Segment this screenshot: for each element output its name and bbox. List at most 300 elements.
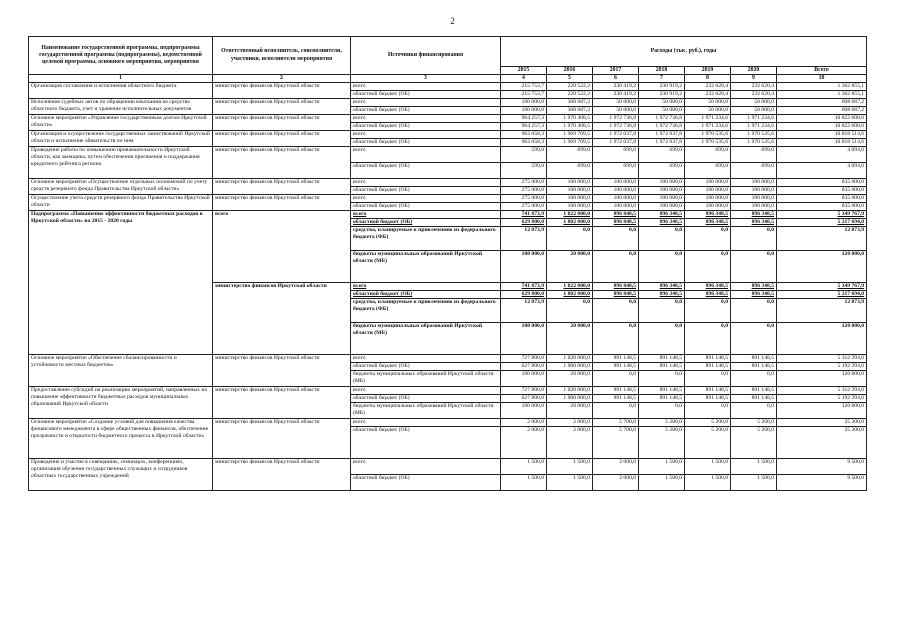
value-cell: 10 818 514,6 — [777, 139, 867, 147]
header-source: Источники финансирования — [351, 37, 501, 75]
value-cell: 627 800,0 — [501, 363, 547, 371]
source-cell: областной бюджет (ОБ) — [351, 203, 501, 211]
value-cell: 1 362 855,1 — [777, 91, 867, 99]
value-cell: 835 000,0 — [777, 203, 867, 211]
value-cell: 891 148,5 — [685, 387, 731, 395]
value-cell: 50 000,0 — [639, 99, 685, 107]
table-row — [29, 355, 867, 363]
value-cell: 5 312 394,0 — [777, 387, 867, 395]
value-cell: 308 687,2 — [547, 99, 593, 107]
value-cell: 1 970 408,5 — [547, 123, 593, 131]
value-cell: 1 022 000,0 — [547, 283, 593, 291]
value-cell: 896 848,5 — [593, 291, 639, 299]
value-cell: 0,0 — [639, 299, 685, 323]
value-cell: 20 000,0 — [547, 403, 593, 419]
value-cell: 232 620,4 — [731, 91, 777, 99]
value-cell: 100 000,0 — [593, 195, 639, 203]
value-cell: 220 522,2 — [547, 83, 593, 91]
source-cell: областной бюджет (ОБ) — [351, 427, 501, 459]
value-cell: 608 687,2 — [777, 99, 867, 107]
value-cell: 1 020 000,0 — [547, 387, 593, 395]
value-cell: 100 000,0 — [593, 203, 639, 211]
source-cell: средства, планируемые к привлечению из федерального бюджета (ФБ) — [351, 227, 501, 251]
value-cell: 699,0 — [731, 163, 777, 179]
program-name-cell: Основное мероприятие «Создание условий для повышения качества финансового менеджмента в сфере общественных финансов, обеспечение прозрачности и открытости бюджетного процесса в Иркутской области» — [29, 419, 213, 459]
value-cell: 25 300,0 — [777, 419, 867, 427]
value-cell: 5 217 694,0 — [777, 291, 867, 299]
value-cell: 275 000,0 — [501, 179, 547, 187]
value-cell: 120 000,0 — [777, 251, 867, 283]
value-cell: 1 972 037,8 — [593, 139, 639, 147]
value-cell: 20 000,0 — [547, 371, 593, 387]
value-cell: 5 200,0 — [731, 427, 777, 459]
value-cell: 1 970 535,6 — [731, 131, 777, 139]
header-year: Всего — [777, 67, 867, 75]
header-year: 2015 — [501, 67, 547, 75]
source-cell: областной бюджет (ОБ) — [351, 187, 501, 195]
value-cell: 891 148,5 — [685, 363, 731, 371]
value-cell: 2 000,0 — [501, 419, 547, 427]
executor-cell: министерство финансов Иркутской области — [213, 83, 351, 99]
value-cell: 5 312 394,0 — [777, 355, 867, 363]
value-cell: 232 620,4 — [685, 83, 731, 91]
table-row — [29, 83, 867, 91]
value-cell: 1 500,0 — [547, 475, 593, 491]
value-cell: 5 200,0 — [685, 419, 731, 427]
header-name: Наименование государственной программы, подпрограммы государственной программы (подпрограммы), ведомственной целевой программы, основного мероприятия, мероприятия — [29, 37, 213, 75]
header-year: 2019 — [685, 67, 731, 75]
value-cell: 1 500,0 — [547, 459, 593, 475]
value-cell: 835 000,0 — [777, 195, 867, 203]
value-cell: 699,0 — [639, 163, 685, 179]
value-cell: 5 349 767,9 — [777, 211, 867, 219]
value-cell: 1 971 234,6 — [731, 115, 777, 123]
value-cell: 5 200,0 — [731, 419, 777, 427]
value-cell: 1 972 736,8 — [639, 123, 685, 131]
value-cell: 100 000,0 — [593, 187, 639, 195]
value-cell: 896 848,5 — [593, 211, 639, 219]
value-cell: 50 000,0 — [593, 107, 639, 115]
source-cell: средства, планируемые к привлечению из федерального бюджета (ФБ) — [351, 299, 501, 323]
value-cell: 891 148,5 — [685, 355, 731, 363]
value-cell: 0,0 — [731, 299, 777, 323]
value-cell: 891 148,5 — [593, 387, 639, 395]
value-cell: 215 753,7 — [501, 83, 547, 91]
value-cell: 891 148,5 — [593, 355, 639, 363]
executor-cell: министерство финансов Иркутской области — [213, 99, 351, 115]
value-cell: 1 972 037,8 — [639, 131, 685, 139]
value-cell: 896 348,5 — [639, 291, 685, 299]
value-cell: 699,0 — [639, 147, 685, 163]
value-cell: 896 348,5 — [685, 219, 731, 227]
table-row — [29, 459, 867, 475]
value-cell: 1 970 408,5 — [547, 115, 593, 123]
value-cell: 0,0 — [731, 403, 777, 419]
value-cell: 0,0 — [685, 299, 731, 323]
executor-cell: всего — [213, 211, 351, 283]
value-cell: 5 200,0 — [685, 427, 731, 459]
value-cell: 699,0 — [593, 163, 639, 179]
source-cell: областной бюджет (ОБ) — [351, 107, 501, 115]
value-cell: 100 000,0 — [731, 187, 777, 195]
value-cell: 100 000,0 — [639, 179, 685, 187]
value-cell: 896 348,5 — [731, 283, 777, 291]
table-row — [29, 419, 867, 427]
program-name-cell: Проведение и участие в совещаниях, семинарах, конференциях, организация обучения государственных служащих и сотрудников областных государственных учреждений — [29, 459, 213, 491]
value-cell: 50 000,0 — [731, 99, 777, 107]
value-cell: 891 148,5 — [731, 355, 777, 363]
value-cell: 230 919,2 — [639, 83, 685, 91]
value-cell: 9 500,0 — [777, 459, 867, 475]
value-cell: 5 700,0 — [593, 427, 639, 459]
value-cell: 100 000,0 — [501, 251, 547, 283]
value-cell: 275 000,0 — [501, 195, 547, 203]
value-cell: 50 000,0 — [685, 99, 731, 107]
value-cell: 891 148,5 — [593, 395, 639, 403]
value-cell: 1 971 234,6 — [685, 115, 731, 123]
value-cell: 599,0 — [501, 163, 547, 179]
value-cell: 12 073,9 — [777, 227, 867, 251]
value-cell: 230 419,2 — [593, 83, 639, 91]
value-cell: 0,0 — [547, 227, 593, 251]
value-cell: 0,0 — [731, 323, 777, 355]
executor-cell: министерство финансов Иркутской области — [213, 355, 351, 387]
program-name-cell: Предоставление субсидий на реализацию мероприятий, направленных на повышение эффективности бюджетных расходов муниципальных образований Иркутской области — [29, 387, 213, 419]
value-cell: 50 000,0 — [685, 107, 731, 115]
value-cell: 1 022 000,0 — [547, 211, 593, 219]
executor-cell: министерство финансов Иркутской области — [213, 459, 351, 491]
value-cell: 10 818 514,6 — [777, 131, 867, 139]
value-cell: 100 000,0 — [501, 371, 547, 387]
value-cell: 896 348,5 — [639, 211, 685, 219]
value-cell: 20 000,0 — [547, 323, 593, 355]
value-cell: 699,0 — [731, 147, 777, 163]
program-name-cell: Основное мероприятие «Осуществление отдельных полномочий по учету средств резервного фонда Правительства Иркутской области» — [29, 179, 213, 195]
value-cell: 699,0 — [593, 147, 639, 163]
value-cell: 0,0 — [639, 251, 685, 283]
source-cell: всего — [351, 99, 501, 107]
value-cell: 727 800,0 — [501, 355, 547, 363]
value-cell: 0,0 — [593, 251, 639, 283]
value-cell: 964 257,3 — [501, 123, 547, 131]
value-cell: 1 972 736,8 — [593, 115, 639, 123]
value-cell: 627 800,0 — [501, 395, 547, 403]
header-column-number: 8 — [685, 75, 731, 83]
header-executor: Ответственный исполнитель, соисполнители, участники, исполнители мероприятия — [213, 37, 351, 75]
source-cell: всего — [351, 83, 501, 91]
value-cell: 12 073,9 — [501, 299, 547, 323]
header-year: 2018 — [639, 67, 685, 75]
value-cell: 10 822 608,6 — [777, 123, 867, 131]
value-cell: 100 000,0 — [685, 203, 731, 211]
header-year: 2016 — [547, 67, 593, 75]
value-cell: 891 148,5 — [731, 363, 777, 371]
value-cell: 5 192 394,0 — [777, 363, 867, 371]
value-cell: 0,0 — [731, 227, 777, 251]
value-cell: 0,0 — [731, 251, 777, 283]
source-cell: всего — [351, 211, 501, 219]
source-cell: всего — [351, 459, 501, 475]
value-cell: 599,0 — [501, 147, 547, 163]
executor-cell: министерство финансов Иркутской области — [213, 147, 351, 179]
value-cell: 5 349 767,9 — [777, 283, 867, 291]
value-cell: 215 753,7 — [501, 91, 547, 99]
value-cell: 891 148,5 — [639, 387, 685, 395]
page-number: 2 — [450, 16, 455, 26]
value-cell: 1 500,0 — [731, 475, 777, 491]
source-cell: областной бюджет (ОБ) — [351, 139, 501, 147]
source-cell: областной бюджет (ОБ) — [351, 123, 501, 131]
value-cell: 12 073,9 — [501, 227, 547, 251]
value-cell: 1 362 855,1 — [777, 83, 867, 91]
program-name-cell: Организация составления и исполнения областного бюджета — [29, 83, 213, 99]
value-cell: 100 000,0 — [501, 99, 547, 107]
value-cell: 1 500,0 — [501, 459, 547, 475]
header-year: 2017 — [593, 67, 639, 75]
value-cell: 1 500,0 — [639, 459, 685, 475]
value-cell: 50 000,0 — [593, 99, 639, 107]
program-name-cell: Организация и осуществление государственных заимствований Иркутской области и исполнение обязательств по ним — [29, 131, 213, 147]
value-cell: 100 000,0 — [639, 187, 685, 195]
header-year: 2020 — [731, 67, 777, 75]
value-cell: 1 500,0 — [501, 475, 547, 491]
table-header — [29, 37, 867, 83]
value-cell: 100 000,0 — [731, 203, 777, 211]
source-cell: областной бюджет (ОБ) — [351, 363, 501, 371]
value-cell: 1 970 535,6 — [731, 139, 777, 147]
value-cell: 741 873,9 — [501, 211, 547, 219]
value-cell: 1 000 000,0 — [547, 363, 593, 371]
header-column-number: 10 — [777, 75, 867, 83]
value-cell: 100 000,0 — [501, 107, 547, 115]
value-cell: 160 000,0 — [547, 195, 593, 203]
value-cell: 1 002 000,0 — [547, 219, 593, 227]
value-cell: 1 002 000,0 — [547, 291, 593, 299]
source-cell: всего — [351, 283, 501, 291]
value-cell: 835 000,0 — [777, 179, 867, 187]
value-cell: 896 348,5 — [639, 283, 685, 291]
value-cell: 2 000,0 — [593, 475, 639, 491]
source-cell: областной бюджет (ОБ) — [351, 91, 501, 99]
source-cell: бюджеты муниципальных образований Иркутской области (МБ) — [351, 251, 501, 283]
value-cell: 10 822 608,6 — [777, 115, 867, 123]
value-cell: 160 000,0 — [547, 179, 593, 187]
value-cell: 0,0 — [593, 227, 639, 251]
source-cell: всего — [351, 195, 501, 203]
value-cell: 1 971 234,6 — [685, 123, 731, 131]
value-cell: 100 000,0 — [685, 179, 731, 187]
source-cell: всего — [351, 179, 501, 187]
value-cell: 230 419,2 — [593, 91, 639, 99]
source-cell: областной бюджет (ОБ) — [351, 395, 501, 403]
value-cell: 896 348,5 — [731, 219, 777, 227]
value-cell: 0,0 — [593, 299, 639, 323]
value-cell: 1 500,0 — [685, 475, 731, 491]
value-cell: 5 217 694,0 — [777, 219, 867, 227]
value-cell: 0,0 — [731, 371, 777, 387]
value-cell: 896 348,5 — [731, 211, 777, 219]
value-cell: 964 257,3 — [501, 115, 547, 123]
value-cell: 120 000,0 — [777, 371, 867, 387]
value-cell: 0,0 — [685, 323, 731, 355]
value-cell: 963 658,3 — [501, 139, 547, 147]
header-column-number: 5 — [547, 75, 593, 83]
program-name-cell: Исполнение судебных актов по обращению взыскания на средства областного бюджета, учет и хранение исполнительных документов — [29, 99, 213, 115]
value-cell: 4 094,0 — [777, 163, 867, 179]
header-column-number: 4 — [501, 75, 547, 83]
source-cell: всего — [351, 147, 501, 163]
header-expenses: Расходы (тыс. руб.), годы — [501, 37, 867, 67]
header-column-number: 1 — [29, 75, 213, 83]
value-cell: 100 000,0 — [501, 403, 547, 419]
program-name-cell: Основное мероприятие «Обеспечение сбалансированности и устойчивости местных бюджетов» — [29, 355, 213, 387]
value-cell: 0,0 — [593, 371, 639, 387]
source-cell: бюджеты муниципальных образований Иркутской области (МБ) — [351, 371, 501, 387]
value-cell: 120 000,0 — [777, 323, 867, 355]
value-cell: 891 148,5 — [639, 355, 685, 363]
value-cell: 0,0 — [685, 403, 731, 419]
value-cell: 629 800,0 — [501, 291, 547, 299]
value-cell: 5 200,0 — [639, 419, 685, 427]
value-cell: 891 148,5 — [593, 363, 639, 371]
value-cell: 0,0 — [639, 371, 685, 387]
value-cell: 1 020 000,0 — [547, 355, 593, 363]
value-cell: 699,0 — [547, 163, 593, 179]
value-cell: 0,0 — [639, 403, 685, 419]
value-cell: 1 970 535,6 — [685, 131, 731, 139]
value-cell: 0,0 — [639, 323, 685, 355]
value-cell: 25 300,0 — [777, 427, 867, 459]
value-cell: 896 348,5 — [685, 211, 731, 219]
value-cell: 100 000,0 — [501, 323, 547, 355]
header-column-number: 6 — [593, 75, 639, 83]
value-cell: 699,0 — [547, 147, 593, 163]
executor-cell: министерство финансов Иркутской области — [213, 283, 351, 355]
header-column-number: 3 — [351, 75, 501, 83]
value-cell: 0,0 — [685, 371, 731, 387]
value-cell: 608 687,2 — [777, 107, 867, 115]
value-cell: 1 500,0 — [731, 459, 777, 475]
value-cell: 896 348,5 — [639, 219, 685, 227]
value-cell: 100 000,0 — [639, 195, 685, 203]
value-cell: 1 000 000,0 — [547, 395, 593, 403]
budget-table — [28, 36, 867, 491]
value-cell: 0,0 — [685, 251, 731, 283]
value-cell: 896 348,5 — [731, 291, 777, 299]
value-cell: 891 148,5 — [685, 395, 731, 403]
value-cell: 891 148,5 — [639, 363, 685, 371]
value-cell: 699,0 — [685, 147, 731, 163]
source-cell: областной бюджет (ОБ) — [351, 163, 501, 179]
program-name-cell: Проведение работы по повышению привлекательности Иркутской области, как заемщика, путем обеспечения присвоения и поддержания кредитного рейтинга региона — [29, 147, 213, 179]
value-cell: 0,0 — [593, 323, 639, 355]
value-cell: 2 000,0 — [547, 427, 593, 459]
value-cell: 9 500,0 — [777, 475, 867, 491]
header-column-number: 7 — [639, 75, 685, 83]
value-cell: 5 200,0 — [639, 427, 685, 459]
table-row — [29, 179, 867, 187]
value-cell: 5 192 394,0 — [777, 395, 867, 403]
value-cell: 1 971 234,6 — [731, 123, 777, 131]
value-cell: 120 000,0 — [777, 403, 867, 419]
table-row — [29, 99, 867, 107]
executor-cell: министерство финансов Иркутской области — [213, 195, 351, 211]
value-cell: 100 000,0 — [731, 195, 777, 203]
value-cell: 100 000,0 — [731, 179, 777, 187]
value-cell: 835 000,0 — [777, 187, 867, 195]
value-cell: 1 500,0 — [639, 475, 685, 491]
executor-cell: министерство финансов Иркутской области — [213, 115, 351, 131]
value-cell: 891 148,5 — [731, 395, 777, 403]
executor-cell: министерство финансов Иркутской области — [213, 179, 351, 195]
value-cell: 230 919,2 — [639, 91, 685, 99]
value-cell: 0,0 — [685, 227, 731, 251]
value-cell: 100 000,0 — [593, 179, 639, 187]
value-cell: 891 148,5 — [731, 387, 777, 395]
value-cell: 896 848,5 — [593, 283, 639, 291]
source-cell: всего — [351, 131, 501, 139]
value-cell: 275 000,0 — [501, 203, 547, 211]
executor-cell: министерство финансов Иркутской области — [213, 387, 351, 419]
program-name-cell: Осуществление учета средств резервного фонда Правительства Иркутской области — [29, 195, 213, 211]
source-cell: всего — [351, 115, 501, 123]
value-cell: 100 000,0 — [685, 195, 731, 203]
value-cell: 1 972 736,8 — [639, 115, 685, 123]
value-cell: 50 000,0 — [731, 107, 777, 115]
value-cell: 1 970 535,6 — [685, 139, 731, 147]
value-cell: 275 000,0 — [501, 187, 547, 195]
value-cell: 100 000,0 — [639, 203, 685, 211]
source-cell: бюджеты муниципальных образований Иркутской области (МБ) — [351, 323, 501, 355]
value-cell: 232 620,4 — [731, 83, 777, 91]
value-cell: 1 969 709,5 — [547, 131, 593, 139]
value-cell: 220 522,2 — [547, 91, 593, 99]
value-cell: 896 348,5 — [685, 283, 731, 291]
value-cell: 2 000,0 — [547, 419, 593, 427]
value-cell: 12 073,9 — [777, 299, 867, 323]
value-cell: 20 000,0 — [547, 251, 593, 283]
value-cell: 5 700,0 — [593, 419, 639, 427]
value-cell: 896 348,5 — [685, 291, 731, 299]
value-cell: 160 000,0 — [547, 187, 593, 195]
table-body — [29, 83, 867, 491]
value-cell: 160 000,0 — [547, 203, 593, 211]
value-cell: 2 000,0 — [501, 427, 547, 459]
value-cell: 629 800,0 — [501, 219, 547, 227]
table-row — [29, 387, 867, 395]
program-name-cell: Подпрограмма «Повышение эффективности бюджетных расходов в Иркутской области» на 2015 - 2020 годы — [29, 211, 213, 355]
value-cell: 100 000,0 — [685, 187, 731, 195]
executor-cell: министерство финансов Иркутской области — [213, 131, 351, 147]
value-cell: 741 873,9 — [501, 283, 547, 291]
value-cell: 727 800,0 — [501, 387, 547, 395]
value-cell: 0,0 — [593, 403, 639, 419]
source-cell: областной бюджет (ОБ) — [351, 291, 501, 299]
source-cell: всего — [351, 387, 501, 395]
source-cell: бюджеты муниципальных образований Иркутской области (МБ) — [351, 403, 501, 419]
value-cell: 1 969 709,5 — [547, 139, 593, 147]
table-row — [29, 195, 867, 203]
value-cell: 1 972 037,8 — [639, 139, 685, 147]
table-row — [29, 147, 867, 163]
header-column-number: 9 — [731, 75, 777, 83]
value-cell: 699,0 — [685, 163, 731, 179]
value-cell: 1 972 736,8 — [593, 123, 639, 131]
executor-cell: министерство финансов Иркутской области — [213, 419, 351, 459]
value-cell: 963 658,3 — [501, 131, 547, 139]
value-cell: 891 148,5 — [639, 395, 685, 403]
value-cell: 0,0 — [547, 299, 593, 323]
